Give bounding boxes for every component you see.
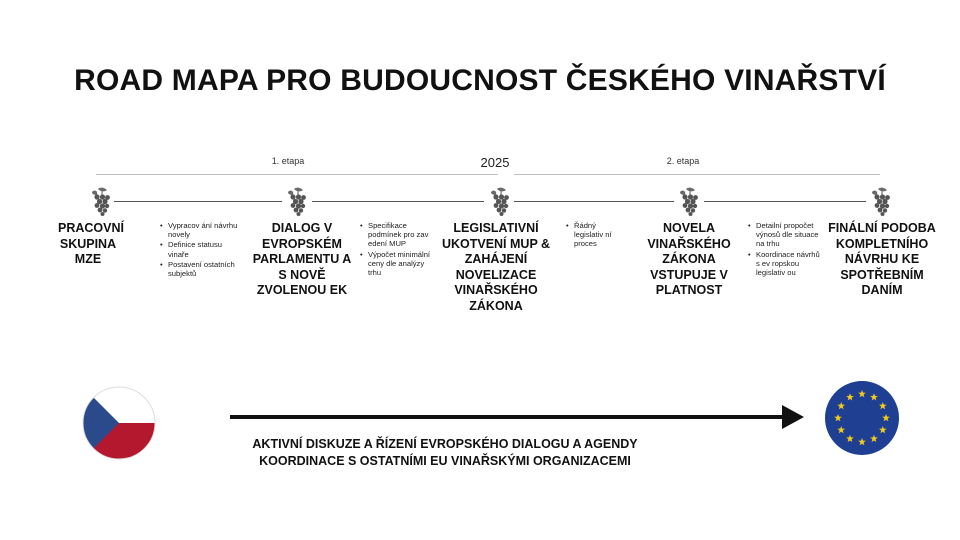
timeline-segment-1 (114, 201, 282, 202)
stage-title-5: FINÁLNÍ PODOBA KOMPLETNÍHO NÁVRHU KE SPOTŘEBNÍM DANÍM (828, 221, 936, 297)
grape-icon (88, 186, 112, 216)
right-arrow-icon (230, 400, 810, 434)
bottom-caption-line-1: AKTIVNÍ DISKUZE A ŘÍZENÍ EVROPSKÉHO DIALOGU A AGENDY (252, 437, 638, 451)
stage-title-3: LEGISLATIVNÍ UKOTVENÍ MUP & ZAHÁJENÍ NOVELIZACE VINAŘSKÉHO ZÁKONA (441, 221, 551, 313)
notes-1 (160, 221, 238, 279)
bottom-caption-line-2: KOORDINACE S OSTATNÍMI EU VINAŘSKÝMI ORGANIZACEMI (259, 454, 631, 468)
timeline-segment-2 (312, 201, 484, 202)
note-item: • Specifikace podmínek pro zav edení MUP (360, 221, 436, 249)
eu-flag-icon (824, 380, 900, 456)
note-item: • Koordinace návrhů s ev ropskou legislativ ou (748, 250, 820, 278)
bottom-caption (190, 436, 700, 470)
year-label: 2025 (480, 155, 510, 170)
stage-title-1: PRACOVNÍ SKUPINA MZE (58, 221, 124, 266)
etapa-1-line (96, 174, 498, 175)
czech-flag-icon (82, 386, 156, 460)
grape-icon (868, 186, 892, 216)
note-item: • Postavení ostatních subjektů (160, 260, 238, 278)
note-item: • Definice statusu vinaře (160, 240, 238, 258)
timeline-segment-4 (704, 201, 866, 202)
notes-3 (566, 221, 626, 250)
etapa-2-line (514, 174, 880, 175)
note-item: • Řádný legislativ ní proces (566, 221, 626, 249)
notes-2 (360, 221, 436, 278)
grape-icon (487, 186, 511, 216)
grape-icon (676, 186, 700, 216)
notes-4 (748, 221, 820, 278)
stage-title-2: DIALOG V EVROPSKÉM PARLAMENTU A S NOVĚ ZVOLENOU EK (252, 221, 352, 297)
etapa-2-label: 2. etapa (666, 156, 700, 166)
note-item: • Detailní propočet výnosů dle situace na trhu (748, 221, 820, 249)
note-item: • Vypracov ání návrhu novely (160, 221, 238, 239)
grape-icon (284, 186, 308, 216)
page-title: ROAD MAPA PRO BUDOUCNOST ČESKÉHO VINAŘSTVÍ (74, 64, 886, 97)
etapa-1-label: 1. etapa (271, 156, 305, 166)
stage-title-4: NOVELA VINAŘSKÉHO ZÁKONA VSTUPUJE V PLATNOST (647, 221, 731, 297)
timeline-segment-3 (514, 201, 674, 202)
note-item: • Výpočet minimální ceny dle analýzy trhu (360, 250, 436, 278)
